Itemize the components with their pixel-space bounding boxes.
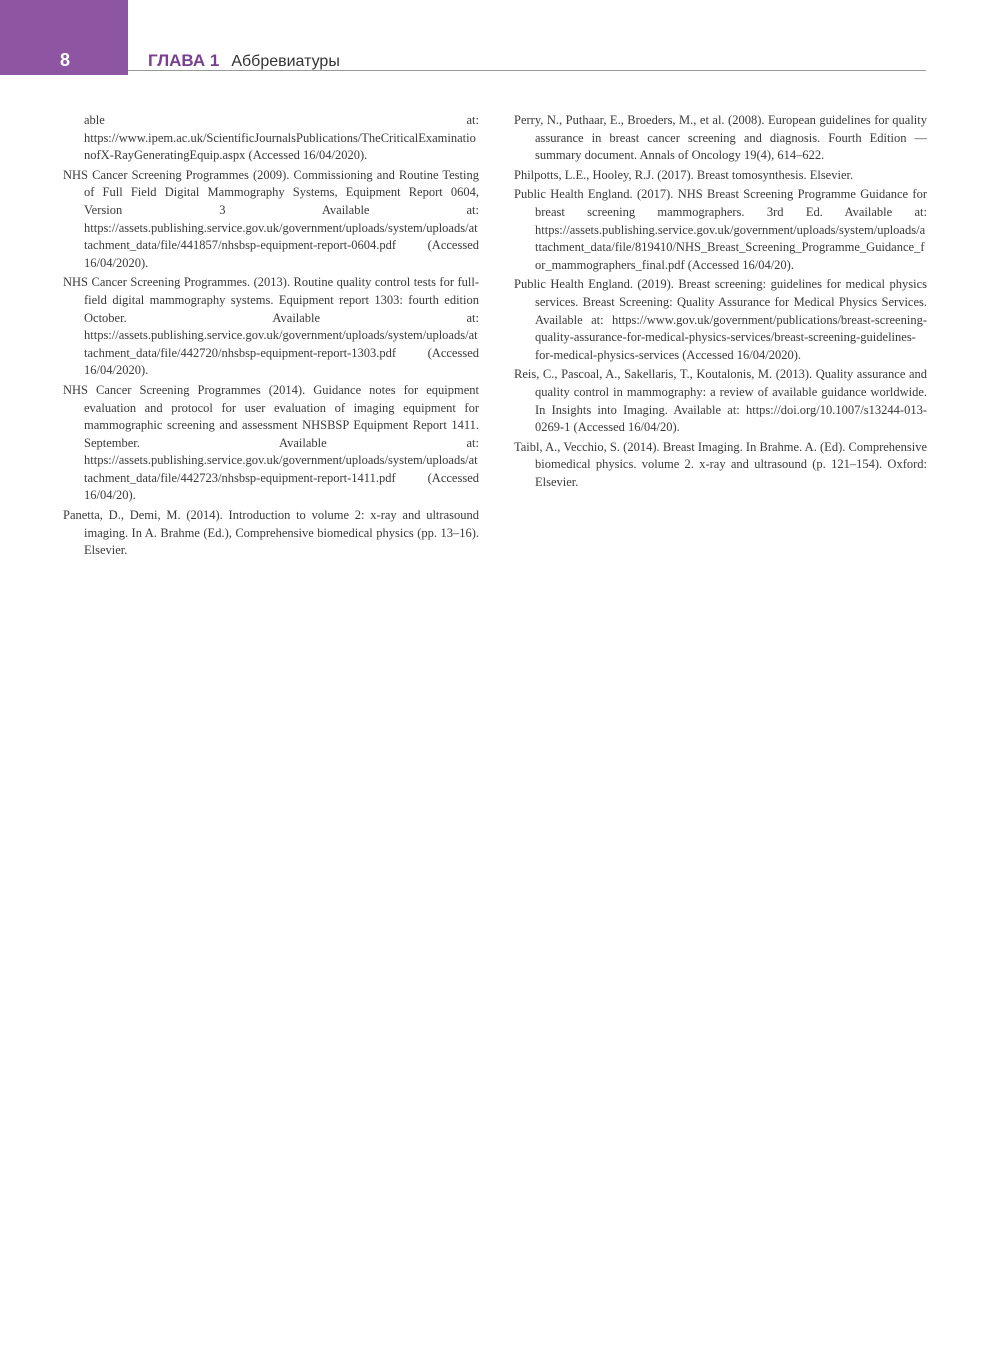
reference-entry: NHS Cancer Screening Programmes (2014). Guidance notes for equipment evaluation and protocol for user evaluation of imaging equipment for mammographic screening and assessment NHSBSP Equipment Report 1411. September. Available at: https://assets.publishing.service.gov.uk/government/uploads/system/uploads/attachment_data/file/442723/nhsbsp-equipment-report-1411.pdf (Accessed 16/04/20). bbox=[63, 382, 479, 503]
reference-column-left bbox=[63, 112, 479, 562]
page-number: 8 bbox=[60, 50, 71, 70]
running-header bbox=[148, 51, 340, 71]
reference-entry: Public Health England. (2019). Breast screening: guidelines for medical physics services. Breast Screening: Quality Assurance for Medical Physics Services. Available at: https://www.gov.uk/government/publications/breast-screening-quality-assurance-for-medical-physics-services/breast-screening-guidelines-for-medical-physics-services (Accessed 16/04/2020). bbox=[514, 277, 927, 362]
reference-entry: NHS Cancer Screening Programmes. (2013). Routine quality control tests for full-field digital mammography systems. Equipment report 1303: fourth edition October. Available at: https://assets.publishing.service.gov.uk/government/uploads/system/uploads/attachment_data/file/442720/nhsbsp-equipment-report-1303.pdf (Accessed 16/04/2020). bbox=[63, 275, 479, 378]
reference-entry: Panetta, D., Demi, M. (2014). Introduction to volume 2: x-ray and ultrasound imaging. In A. Brahme (Ed.), Comprehensive biomedical physics (pp. 13–16). Elsevier. bbox=[63, 508, 479, 558]
chapter-label: ГЛАВА 1 bbox=[148, 51, 220, 70]
reference-entry: NHS Cancer Screening Programmes (2009). Commissioning and Routine Testing of Full Field Digital Mammography Systems, Equipment Report 0604, Version 3 Available at: https://assets.publishing.service.gov.uk/government/uploads/system/uploads/attachment_data/file/441857/nhsbsp-equipment-report-0604.pdf (Accessed 16/04/2020). bbox=[63, 167, 479, 270]
reference-entry: Taibl, A., Vecchio, S. (2014). Breast Imaging. In Brahme. A. (Ed). Comprehensive biomedical physics. volume 2. x-ray and ultrasound (p. 121–154). Oxford: Elsevier. bbox=[514, 439, 927, 489]
chapter-title: Аббревиатуры bbox=[231, 53, 340, 70]
reference-entry: Perry, N., Puthaar, E., Broeders, M., et al. (2008). European guidelines for quality assurance in breast cancer screening and diagnosis. Fourth Edition — summary document. Annals of Oncology 19(4), 614–622. bbox=[514, 113, 927, 163]
header-rule bbox=[128, 70, 926, 71]
reference-entry: able at: https://www.ipem.ac.uk/ScientificJournalsPublications/TheCriticalExaminationofX-RayGeneratingEquip.aspx (Accessed 16/04/2020). bbox=[84, 113, 479, 163]
reference-entry: Public Health England. (2017). NHS Breast Screening Programme Guidance for breast screening mammographers. 3rd Ed. Available at: https://assets.publishing.service.gov.uk/government/uploads/system/uploads/attachment_data/file/819410/NHS_Breast_Screening_Programme_Guidance_for_mammographers_final.pdf (Accessed 16/04/20). bbox=[514, 187, 927, 272]
reference-entry: Philpotts, L.E., Hooley, R.J. (2017). Breast tomosynthesis. Elsevier. bbox=[514, 167, 854, 182]
reference-entry: Reis, C., Pascoal, A., Sakellaris, T., Koutalonis, M. (2013). Quality assurance and quality control in mammography: a review of available guidance worldwide. In Insights into Imaging. Available at: https://doi.org/10.1007/s13244-013-0269-1 (Accessed 16/04/20). bbox=[514, 367, 927, 435]
reference-column-right bbox=[514, 112, 927, 493]
